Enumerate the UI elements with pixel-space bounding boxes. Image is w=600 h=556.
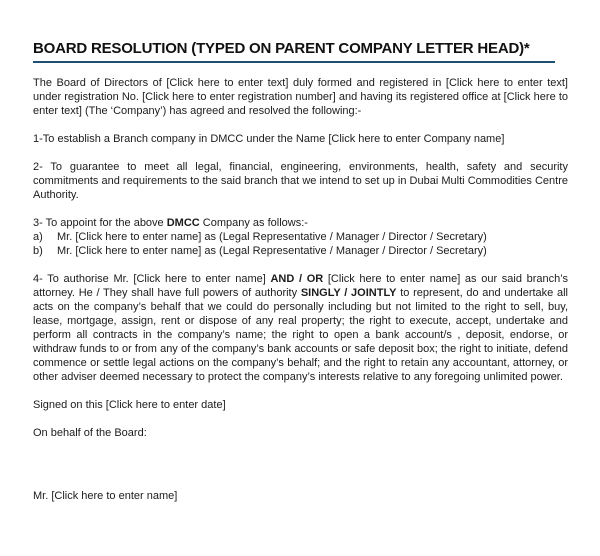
- content-control-placeholder[interactable]: [Click here to enter text]: [445, 77, 568, 89]
- content-control-placeholder[interactable]: [Click here to enter name]: [51, 490, 178, 502]
- text-run: Mr.: [57, 231, 76, 243]
- content-control-placeholder[interactable]: [Click here to enter name]: [133, 273, 266, 285]
- text-run: 4- To authorise Mr.: [33, 273, 134, 285]
- item-3-heading: [33, 216, 568, 230]
- content-control-placeholder[interactable]: [Click here to enter text]: [33, 91, 568, 117]
- content-control-placeholder[interactable]: [Click here to enter date]: [105, 399, 226, 411]
- content-control-placeholder[interactable]: [Click here to enter name]: [75, 231, 202, 243]
- text-run: as (Legal Representative / Manager / Director / Secretary): [201, 231, 487, 243]
- text-run: Signed on this: [33, 399, 106, 411]
- resolution-item-3: [33, 216, 568, 258]
- list-marker-a: a): [33, 231, 43, 243]
- text-run: as our said branch’s attorney. He / They shall have full powers of authority: [33, 273, 569, 299]
- appointee-b-text: [57, 244, 568, 258]
- content-control-placeholder[interactable]: [Click here to enter name]: [75, 245, 202, 257]
- list-marker-b: b): [33, 245, 43, 257]
- text-run: 2- To guarantee to meet all legal, financial, engineering, environments, health, safety and security commitments and requirements to the said branch that we intend to set up in Dubai Multi Commodities Centre Authority.: [33, 161, 568, 201]
- text-run: and having its registered office at: [335, 91, 504, 103]
- signed-on-line: [33, 398, 568, 412]
- document-title: BOARD RESOLUTION (TYPED ON PARENT COMPANY LETTER HEAD)*: [33, 40, 555, 63]
- text-run: 1-To establish a Branch company in DMCC under the Name: [33, 133, 329, 145]
- text-run: to represent, do and undertake all acts on the company’s behalf that we could do personally including but not limited to the right to sell, buy, lease, mortgage, assign, rent or dispose of any real property; the right to execute, accept, undertake and perform all contracts in the company’s name; the right to open a bank account/s , deposit, endorse, or withdraw funds to or from any of the company’s bank accounts or safe deposit box; the right to initiate, defend commence or settle legal actions on the company’s behalf; and the right to retain any accountant, attorney, or other adviser deemed necessary to protect the company’s interests relative to any foregoing unlimited power.: [33, 287, 568, 383]
- intro-paragraph: [33, 76, 568, 118]
- content-control-placeholder[interactable]: [Click here to enter registration number]: [142, 91, 336, 103]
- text-run: DMCC: [166, 217, 200, 229]
- text-run: under registration No.: [33, 91, 143, 103]
- text-run: Mr.: [33, 490, 52, 502]
- signatory-line: [33, 489, 568, 503]
- text-run: Mr.: [57, 245, 76, 257]
- text-run: Company as follows:-: [199, 217, 308, 229]
- text-run: The Board of Directors of: [33, 77, 167, 89]
- text-run: duly formed and registered in: [288, 77, 446, 89]
- text-run: as (Legal Representative / Manager / Director / Secretary): [201, 245, 487, 257]
- text-run: 3- To appoint for the above: [33, 217, 167, 229]
- resolution-item-2: [33, 160, 568, 202]
- resolution-item-4: [33, 272, 568, 384]
- content-control-placeholder[interactable]: [Click here to enter Company name]: [328, 133, 505, 145]
- content-control-placeholder[interactable]: [Click here to enter name]: [327, 273, 461, 285]
- on-behalf-line: On behalf of the Board:: [33, 427, 147, 439]
- appointee-row-b: [33, 244, 568, 258]
- content-control-placeholder[interactable]: [Click here to enter text]: [166, 77, 289, 89]
- text-run: AND / OR: [270, 273, 324, 285]
- text-run: SINGLY / JOINTLY: [300, 287, 397, 299]
- resolution-item-1: [33, 132, 568, 146]
- appointee-row-a: [33, 230, 568, 244]
- text-run: (The ‘Company’) has agreed and resolved the following:-: [81, 105, 362, 117]
- appointee-a-text: [57, 230, 568, 244]
